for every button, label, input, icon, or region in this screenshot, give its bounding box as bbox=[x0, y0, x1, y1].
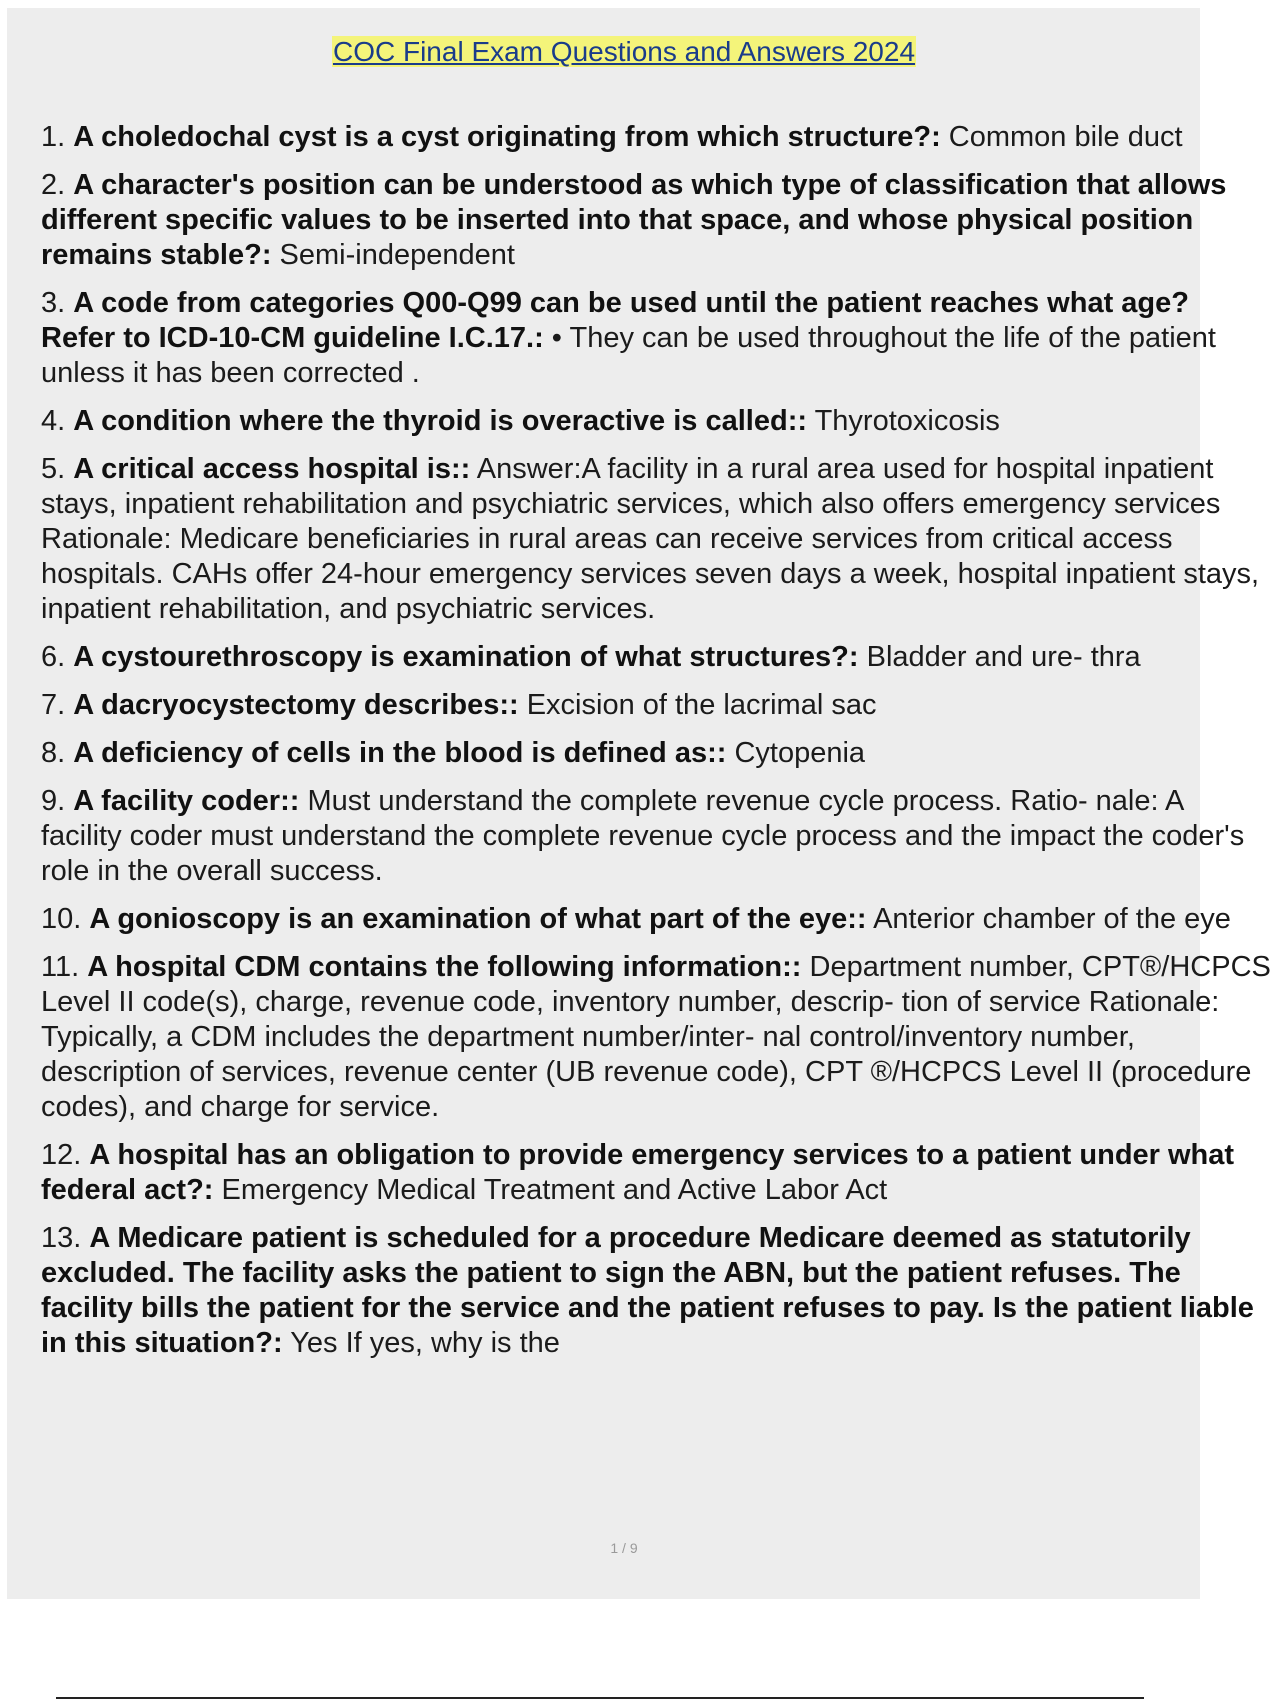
item-number: 1. bbox=[41, 121, 66, 153]
question-text: A character's position can be understood as which type of classification that allows different specific values to be inserted into that space, and whose physical position remains stable?: bbox=[41, 169, 1227, 271]
question-text: A hospital CDM contains the following information:: bbox=[87, 951, 802, 983]
qa-list bbox=[41, 120, 1271, 1374]
qa-item bbox=[41, 120, 1271, 155]
document-title-text: COC Final Exam Questions and Answers 2024 bbox=[332, 36, 916, 67]
question-text: A hospital has an obligation to provide emergency services to a patient under what federal act?: bbox=[41, 1139, 1235, 1206]
item-number: 11. bbox=[41, 951, 80, 983]
answer-text: Department number, CPT®/HCPCS Level II code(s), charge, revenue code, inventory number, descrip- tion of service Rationale: Typically, a CDM includes the department number/inter- nal control/inventory number, description of services, revenue center (UB revenue code), CPT ®/HCPCS Level II (procedure codes), and charge for service. bbox=[41, 951, 1271, 1123]
question-text: A deficiency of cells in the blood is defined as:: bbox=[73, 737, 727, 769]
question-text: A facility coder:: bbox=[73, 785, 300, 817]
item-number: 5. bbox=[41, 453, 66, 485]
question-text: A choledochal cyst is a cyst originating from which structure?: bbox=[73, 121, 941, 153]
item-number: 6. bbox=[41, 641, 66, 673]
qa-item bbox=[41, 404, 1271, 439]
answer-text: Anterior chamber of the eye bbox=[873, 903, 1231, 935]
answer-text: Emergency Medical Treatment and Active Labor Act bbox=[221, 1174, 888, 1206]
question-text: A code from categories Q00-Q99 can be used until the patient reaches what age? Refer to ICD-10-CM guideline I.C.17.: bbox=[41, 287, 1189, 354]
question-text: A critical access hospital is:: bbox=[73, 453, 471, 485]
qa-item bbox=[41, 736, 1271, 771]
question-text: A Medicare patient is scheduled for a procedure Medicare deemed as statutorily excluded. The facility asks the patient to sign the ABN, but the patient refuses. The facility bills the patient for the service and the patient refuses to pay. Is the patient liable in this situation?: bbox=[41, 1222, 1254, 1359]
answer-text: Thyrotoxicosis bbox=[814, 405, 1000, 437]
item-number: 8. bbox=[41, 737, 66, 769]
qa-item bbox=[41, 902, 1271, 937]
item-number: 12. bbox=[41, 1139, 82, 1171]
answer-text: Bladder and ure- thra bbox=[866, 641, 1141, 673]
answer-text: Excision of the lacrimal sac bbox=[526, 689, 877, 721]
answer-text: Yes If yes, why is the bbox=[290, 1327, 560, 1359]
bottom-divider bbox=[56, 1697, 1144, 1699]
qa-item bbox=[41, 1221, 1271, 1361]
question-text: A gonioscopy is an examination of what part of the eye:: bbox=[89, 903, 867, 935]
qa-item bbox=[41, 640, 1271, 675]
answer-text: Cytopenia bbox=[734, 737, 866, 769]
page-indicator: 1 / 9 bbox=[610, 1540, 638, 1556]
answer-text: • They can be used throughout the life of the patient unless it has been corrected . bbox=[41, 322, 1216, 389]
question-text: A cystourethroscopy is examination of what structures?: bbox=[73, 641, 859, 673]
answer-text: Must understand the complete revenue cycle process. Ratio- nale: A facility coder must understand the complete revenue cycle process and the impact the coder's role in the overall success. bbox=[41, 785, 1245, 887]
qa-item bbox=[41, 168, 1271, 273]
document-title bbox=[7, 34, 1241, 70]
qa-item bbox=[41, 286, 1271, 391]
item-number: 7. bbox=[41, 689, 66, 721]
answer-text: Common bile duct bbox=[948, 121, 1183, 153]
question-text: A dacryocystectomy describes:: bbox=[73, 689, 519, 721]
qa-item bbox=[41, 452, 1271, 627]
question-text: A condition where the thyroid is overactive is called:: bbox=[73, 405, 808, 437]
item-number: 3. bbox=[41, 287, 66, 319]
qa-item bbox=[41, 784, 1271, 889]
item-number: 4. bbox=[41, 405, 66, 437]
answer-text: Answer:A facility in a rural area used for hospital inpatient stays, inpatient rehabilitation and psychiatric services, which also offers emergency services Rationale: Medicare beneficiaries in rural areas can receive services from critical access hospitals. CAHs offer 24-hour emergency services seven days a week, hospital inpatient stays, inpatient rehabilitation, and psychiatric services. bbox=[41, 453, 1260, 625]
document-page bbox=[7, 8, 1271, 1599]
item-number: 9. bbox=[41, 785, 66, 817]
item-number: 10. bbox=[41, 903, 82, 935]
item-number: 2. bbox=[41, 169, 66, 201]
item-number: 13. bbox=[41, 1222, 82, 1254]
qa-item bbox=[41, 1138, 1271, 1208]
answer-text: Semi-independent bbox=[279, 239, 515, 271]
qa-item bbox=[41, 950, 1271, 1125]
qa-item bbox=[41, 688, 1271, 723]
